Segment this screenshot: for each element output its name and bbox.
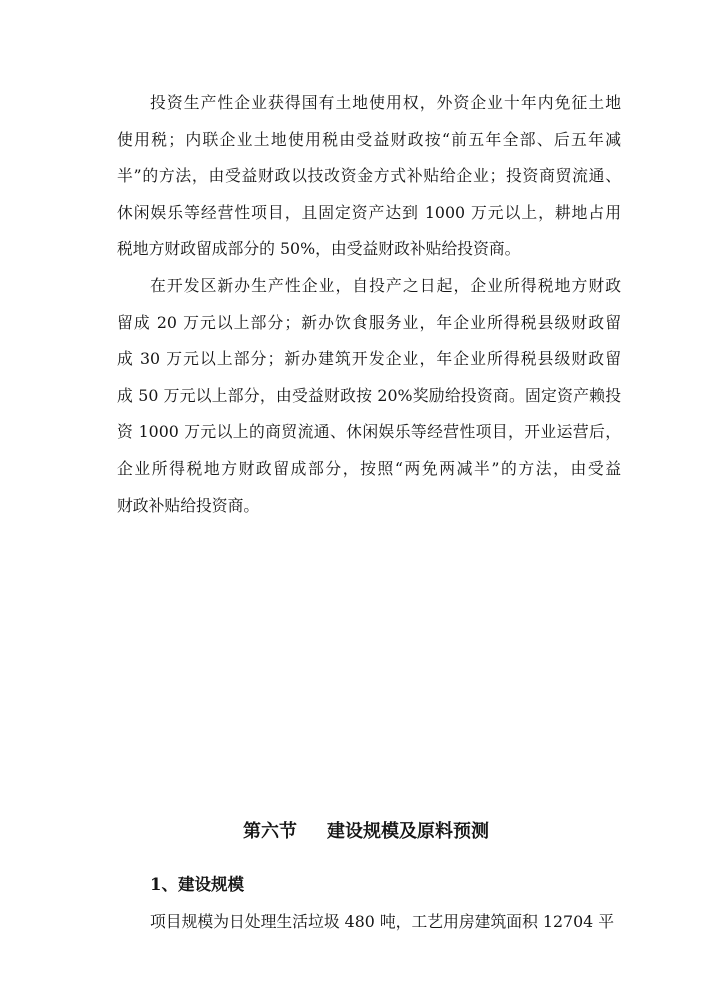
text-line: 在开发区新办生产性企业，自投产之日起，企业所得税地方财政 — [150, 275, 621, 295]
text-line: 使用税；内联企业土地使用税由受益财政按“前五年全部、后五年减 — [117, 129, 621, 149]
subheading: 1、建设规模 — [150, 875, 244, 894]
section-heading — [243, 818, 489, 846]
body-text-continued — [117, 904, 614, 941]
section-title: 建设规模及原料预测 — [327, 821, 489, 842]
paragraph-income-tax — [117, 268, 621, 524]
body-text — [117, 85, 621, 524]
text-line: 休闲娱乐等经营性项目，且固定资产达到 1000 万元以上，耕地占用 — [117, 202, 621, 222]
text-line: 税地方财政留成部分的 50%，由受益财政补贴给投资商。 — [117, 239, 521, 259]
text-line: 投资生产性企业获得国有土地使用权，外资企业十年内免征土地 — [150, 93, 621, 112]
text-line: 项目规模为日处理生活垃圾 480 吨，工艺用房建筑面积 12704 平 — [150, 912, 614, 931]
paragraph-land-tax — [117, 85, 621, 268]
text-line: 财政补贴给投资商。 — [117, 495, 260, 515]
section-number: 第六节 — [243, 821, 297, 842]
text-line: 半”的方法，由受益财政以技改资金方式补贴给企业；投资商贸流通、 — [117, 166, 621, 186]
text-line: 资 1000 万元以上的商贸流通、休闲娱乐等经营性项目，开业运营后， — [117, 422, 621, 442]
text-line: 成 30 万元以上部分；新办建筑开发企业，年企业所得税县级财政留 — [117, 349, 621, 369]
text-line: 企业所得税地方财政留成部分，按照“两免两减半”的方法，由受益 — [117, 458, 621, 478]
text-line: 留成 20 万元以上部分；新办饮食服务业，年企业所得税县级财政留 — [117, 312, 621, 332]
text-line: 成 50 万元以上部分，由受益财政按 20%奖励给投资商。固定资产赖投 — [117, 385, 621, 405]
